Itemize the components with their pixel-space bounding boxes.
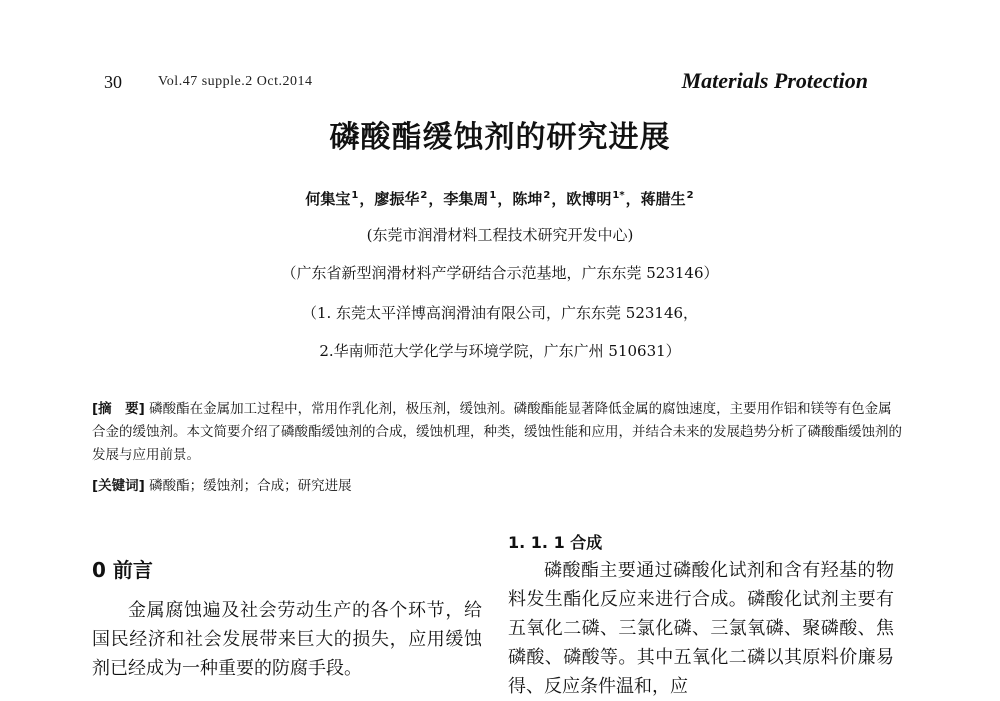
author-separator: ， — [359, 190, 375, 208]
author-name: 廖振华 — [374, 190, 420, 208]
author-affiliation-mark: 2 — [543, 190, 551, 201]
author-affiliation-mark: 2 — [686, 190, 694, 201]
abstract — [92, 398, 904, 467]
journal-volume-info: Vol.47 supple.2 Oct.2014 — [158, 74, 313, 89]
subsection-heading-synthesis: 1. 1. 1 合成 — [508, 533, 603, 552]
page-number: 30 — [104, 72, 122, 92]
author-separator: ， — [625, 190, 641, 208]
journal-name: Materials Protection — [681, 68, 868, 93]
keywords-text: 磷酸酯；缓蚀剂；合成；研究进展 — [149, 478, 352, 494]
affiliation-line-2: （广东省新型润滑材料产学研结合示范基地，广东东莞 523146） — [281, 264, 719, 282]
abstract-label: [摘 要] — [92, 401, 145, 417]
author-affiliation-mark: 2 — [420, 190, 428, 201]
abstract-text: 磷酸酯在金属加工过程中，常用作乳化剂，极压剂，缓蚀剂。磷酸酯能显著降低金属的腐蚀速度，主要用作铝和镁等有色金属合金的缓蚀剂。本文简要介绍了磷酸酯缓蚀剂的合成，缓蚀机理，种类，缓蚀性能和应用，并结合未来的发展趋势分析了磷酸酯缓蚀剂的发展与应用前景。 — [92, 401, 902, 463]
author-affiliation-mark: 1 — [351, 190, 359, 201]
author-list — [0, 188, 1000, 209]
affiliation-line-1: (东莞市润滑材料工程技术研究开发中心) — [366, 226, 634, 244]
author-separator: ， — [497, 190, 513, 208]
preface-paragraph: 金属腐蚀遍及社会劳动生产的各个环节，给国民经济和社会发展带来巨大的损失，应用缓蚀剂已经成为一种重要的防腐手段。 — [92, 600, 482, 679]
keywords-label: [关键词] — [92, 478, 145, 494]
author-name: 蒋腊生 — [640, 190, 686, 208]
author-name: 陈坤 — [512, 190, 543, 208]
affiliation-line-3: （1. 东莞太平洋博高润滑油有限公司，广东东莞 523146， — [301, 304, 699, 322]
author-affiliation-mark: 1* — [612, 190, 625, 201]
synthesis-paragraph: 磷酸酯主要通过磷酸化试剂和含有羟基的物料发生酯化反应来进行合成。磷酸化试剂主要有五氧化二磷、三氯化磷、三氯氧磷、聚磷酸、焦磷酸、磷酸等。其中五氧化二磷以其原料价廉易得、反应条件温和，应 — [508, 560, 894, 697]
author-name: 何集宝 — [305, 190, 351, 208]
article-title: 磷酸酯缓蚀剂的研究进展 — [329, 120, 671, 155]
keywords — [92, 474, 352, 494]
section-heading-preface: 0 前言 — [92, 558, 153, 582]
author-name: 欧博明 — [566, 190, 612, 208]
author-separator: ， — [551, 190, 567, 208]
author-affiliation-mark: 1 — [489, 190, 497, 201]
author-name: 李集周 — [443, 190, 489, 208]
author-separator: ， — [428, 190, 444, 208]
affiliation-line-4: 2.华南师范大学化学与环境学院，广东广州 510631） — [319, 342, 681, 360]
